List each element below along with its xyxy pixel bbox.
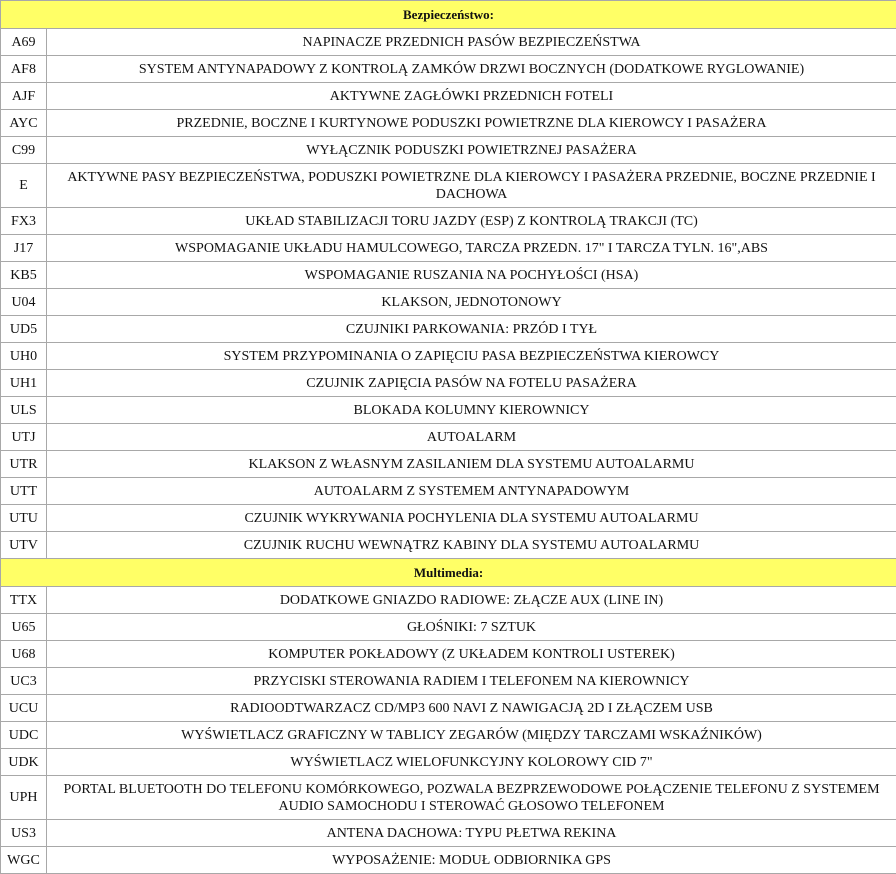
option-description: WYŁĄCZNIK PODUSZKI POWIETRZNEJ PASAŻERA (47, 137, 896, 164)
table-row (1, 289, 896, 316)
option-code: ULS (1, 397, 47, 424)
option-description: WSPOMAGANIE RUSZANIA NA POCHYŁOŚCI (HSA) (47, 262, 896, 289)
option-description: SYSTEM PRZYPOMINANIA O ZAPIĘCIU PASA BEZPIECZEŃSTWA KIEROWCY (47, 343, 896, 370)
section-title: Bezpieczeństwo: (1, 1, 896, 29)
option-description: RADIOODTWARZACZ CD/MP3 600 NAVI Z NAWIGACJĄ 2D I ZŁĄCZEM USB (47, 695, 896, 722)
option-description: CZUJNIK ZAPIĘCIA PASÓW NA FOTELU PASAŻERA (47, 370, 896, 397)
table-row (1, 614, 896, 641)
table-row (1, 164, 896, 208)
option-description: DODATKOWE GNIAZDO RADIOWE: ZŁĄCZE AUX (LINE IN) (47, 587, 896, 614)
option-code: AYC (1, 110, 47, 137)
option-description: KOMPUTER POKŁADOWY (Z UKŁADEM KONTROLI USTEREK) (47, 641, 896, 668)
table-row (1, 695, 896, 722)
option-code: E (1, 164, 47, 208)
table-row (1, 110, 896, 137)
option-description: BLOKADA KOLUMNY KIEROWNICY (47, 397, 896, 424)
option-description: AUTOALARM Z SYSTEMEM ANTYNAPADOWYM (47, 478, 896, 505)
section-header-row (1, 559, 896, 587)
option-description: ANTENA DACHOWA: TYPU PŁETWA REKINA (47, 820, 896, 847)
option-description: SYSTEM ANTYNAPADOWY Z KONTROLĄ ZAMKÓW DRZWI BOCZNYCH (DODATKOWE RYGLOWANIE) (47, 56, 896, 83)
option-code: WGC (1, 847, 47, 874)
table-row (1, 847, 896, 874)
option-description: PRZEDNIE, BOCZNE I KURTYNOWE PODUSZKI POWIETRZNE DLA KIEROWCY I PASAŻERA (47, 110, 896, 137)
option-code: UDK (1, 749, 47, 776)
option-description: AKTYWNE ZAGŁÓWKI PRZEDNICH FOTELI (47, 83, 896, 110)
option-code: UTV (1, 532, 47, 559)
option-code: UC3 (1, 668, 47, 695)
table-row (1, 478, 896, 505)
table-row (1, 451, 896, 478)
table-row (1, 820, 896, 847)
option-code: FX3 (1, 208, 47, 235)
option-description: WSPOMAGANIE UKŁADU HAMULCOWEGO, TARCZA PRZEDN. 17" I TARCZA TYLN. 16",ABS (47, 235, 896, 262)
table-row (1, 262, 896, 289)
table-row (1, 316, 896, 343)
option-description: UKŁAD STABILIZACJI TORU JAZDY (ESP) Z KONTROLĄ TRAKCJI (TC) (47, 208, 896, 235)
option-description: WYŚWIETLACZ GRAFICZNY W TABLICY ZEGARÓW (MIĘDZY TARCZAMI WSKAŹNIKÓW) (47, 722, 896, 749)
table-row (1, 83, 896, 110)
option-code: U65 (1, 614, 47, 641)
option-code: UTR (1, 451, 47, 478)
option-description: NAPINACZE PRZEDNICH PASÓW BEZPIECZEŃSTWA (47, 29, 896, 56)
option-description: PORTAL BLUETOOTH DO TELEFONU KOMÓRKOWEGO, POZWALA BEZPRZEWODOWE POŁĄCZENIE TELEFONU Z SYSTEMEM AUDIO SAMOCHODU I STEROWAĆ GŁOSOWO TELEFONEM (47, 776, 896, 820)
option-description: PRZYCISKI STEROWANIA RADIEM I TELEFONEM NA KIEROWNICY (47, 668, 896, 695)
option-code: U68 (1, 641, 47, 668)
table-row (1, 722, 896, 749)
option-code: UDC (1, 722, 47, 749)
option-description: AKTYWNE PASY BEZPIECZEŃSTWA, PODUSZKI POWIETRZNE DLA KIEROWCY I PASAŻERA PRZEDNIE, BOCZNE PRZEDNIE I DACHOWA (47, 164, 896, 208)
option-description: CZUJNIKI PARKOWANIA: PRZÓD I TYŁ (47, 316, 896, 343)
option-code: UH1 (1, 370, 47, 397)
table-row (1, 749, 896, 776)
table-row (1, 343, 896, 370)
option-code: J17 (1, 235, 47, 262)
table-row (1, 29, 896, 56)
option-code: AF8 (1, 56, 47, 83)
table-row (1, 776, 896, 820)
option-code: UTU (1, 505, 47, 532)
option-code: UTJ (1, 424, 47, 451)
table-row (1, 370, 896, 397)
option-code: UD5 (1, 316, 47, 343)
equipment-table-body (1, 1, 896, 874)
option-code: UH0 (1, 343, 47, 370)
table-row (1, 587, 896, 614)
table-row (1, 137, 896, 164)
option-code: U04 (1, 289, 47, 316)
section-title: Multimedia: (1, 559, 896, 587)
option-description: KLAKSON Z WŁASNYM ZASILANIEM DLA SYSTEMU AUTOALARMU (47, 451, 896, 478)
option-code: AJF (1, 83, 47, 110)
section-header-row (1, 1, 896, 29)
option-description: WYPOSAŻENIE: MODUŁ ODBIORNIKA GPS (47, 847, 896, 874)
option-code: C99 (1, 137, 47, 164)
option-description: GŁOŚNIKI: 7 SZTUK (47, 614, 896, 641)
option-code: KB5 (1, 262, 47, 289)
option-code: TTX (1, 587, 47, 614)
option-description: AUTOALARM (47, 424, 896, 451)
table-row (1, 641, 896, 668)
option-description: CZUJNIK RUCHU WEWNĄTRZ KABINY DLA SYSTEMU AUTOALARMU (47, 532, 896, 559)
option-code: UTT (1, 478, 47, 505)
table-row (1, 56, 896, 83)
option-code: UCU (1, 695, 47, 722)
option-description: CZUJNIK WYKRYWANIA POCHYLENIA DLA SYSTEMU AUTOALARMU (47, 505, 896, 532)
option-code: UPH (1, 776, 47, 820)
table-row (1, 424, 896, 451)
table-row (1, 235, 896, 262)
option-description: KLAKSON, JEDNOTONOWY (47, 289, 896, 316)
table-row (1, 505, 896, 532)
table-row (1, 532, 896, 559)
table-row (1, 397, 896, 424)
table-row (1, 668, 896, 695)
table-row (1, 208, 896, 235)
option-code: A69 (1, 29, 47, 56)
option-description: WYŚWIETLACZ WIELOFUNKCYJNY KOLOROWY CID 7" (47, 749, 896, 776)
option-code: US3 (1, 820, 47, 847)
